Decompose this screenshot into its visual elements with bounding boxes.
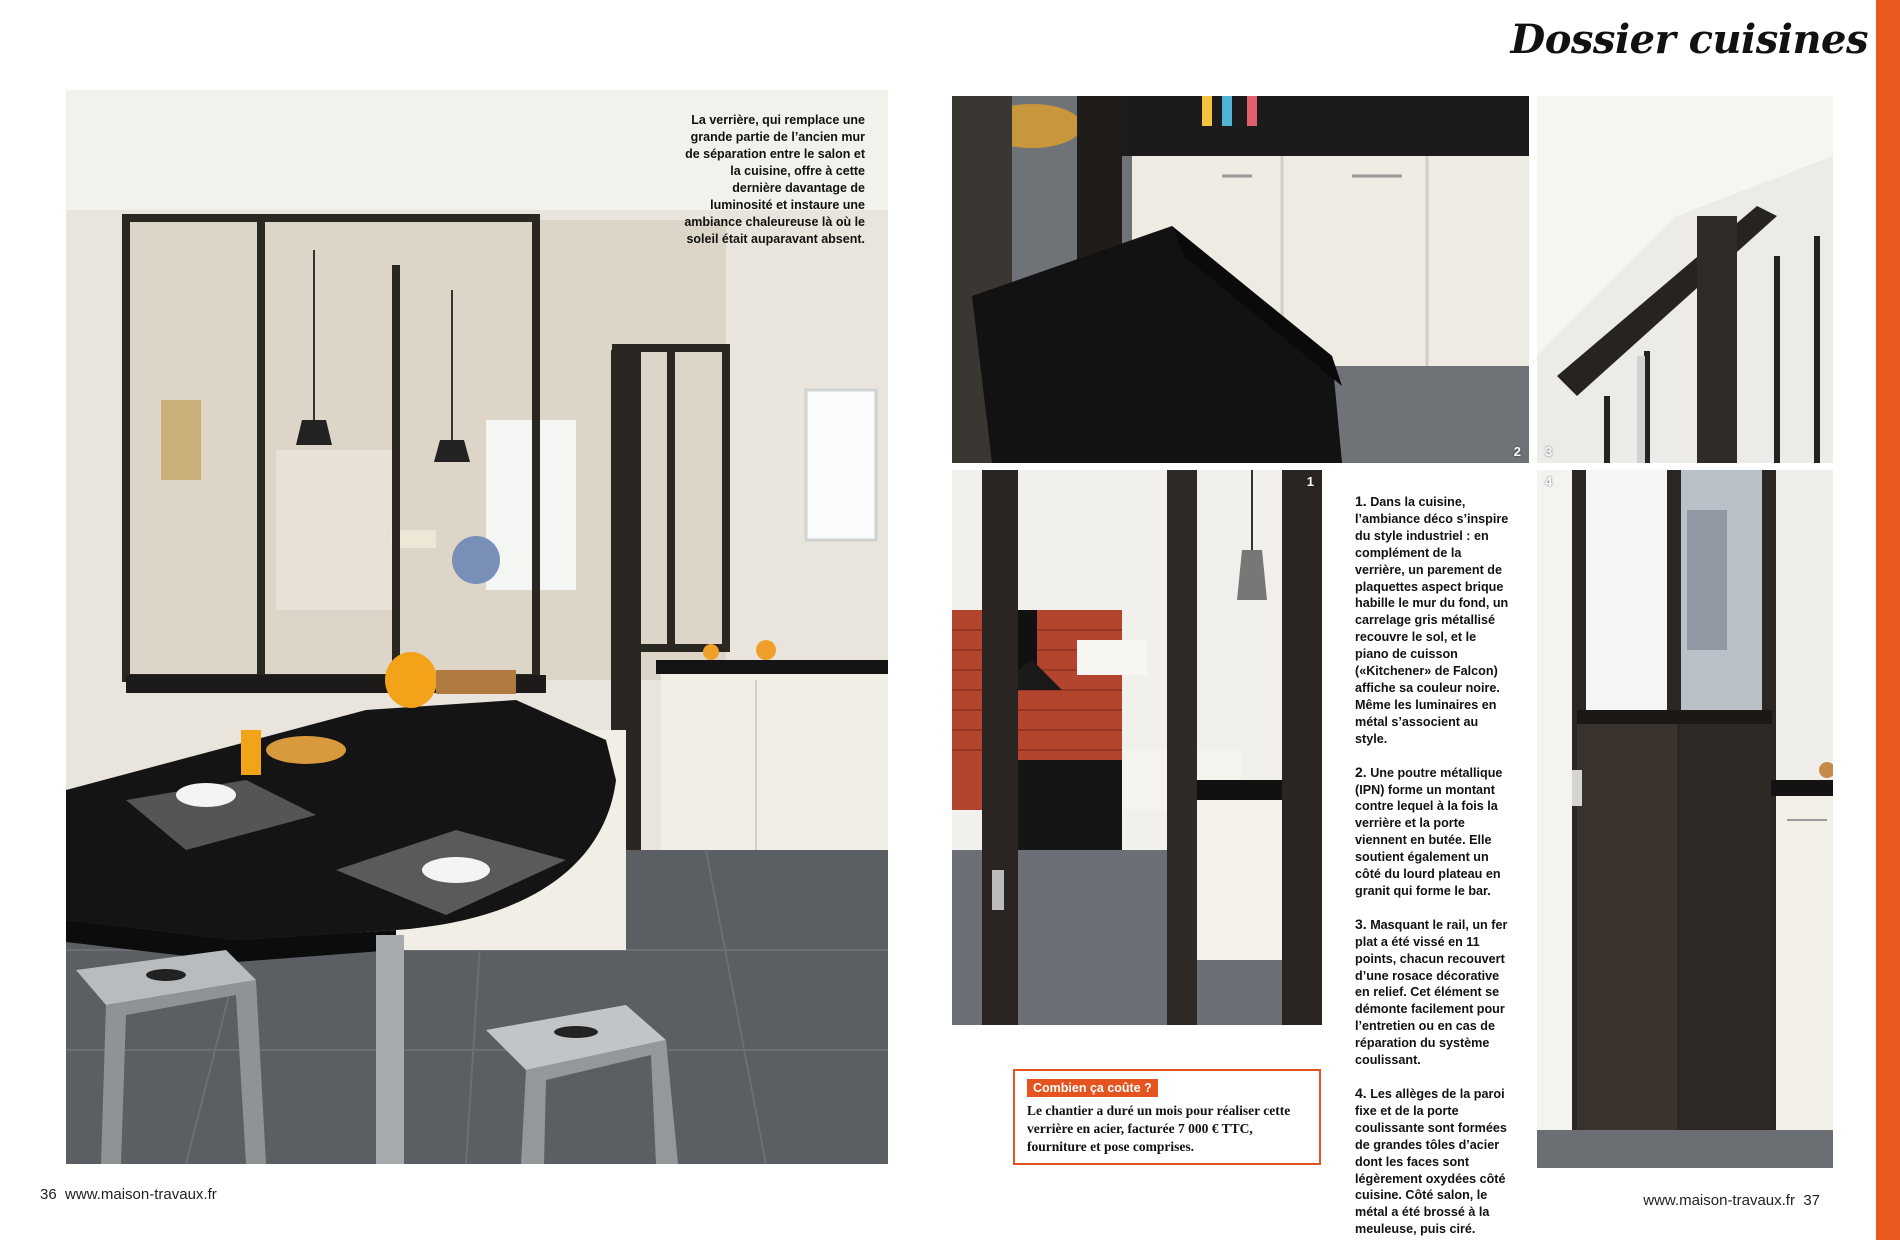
cost-box-title: Combien ça coûte ?	[1027, 1079, 1158, 1097]
caption-text: Une poutre métallique (IPN) forme un montant contre lequel à la fois la verrière et la porte viennent en butée. Elle soutient également un côté du lourd plateau en granit qui forme le bar.	[1355, 765, 1503, 898]
footer-left	[40, 1186, 217, 1203]
caption-text: Masquant le rail, un fer plat a été vissé en 11 points, chacun recouvert d’une rosace décorative en relief. Cet élément se démonte facilement pour l’entretien ou en cas de réparation du système coulissant.	[1355, 917, 1508, 1068]
caption-number: 1.	[1355, 493, 1367, 509]
caption-item	[1355, 764, 1510, 900]
photo-number: 4	[1545, 474, 1553, 489]
caption-item	[1355, 493, 1510, 748]
caption-number: 3.	[1355, 915, 1367, 932]
photo-2-granite-bar	[952, 96, 1529, 463]
page-number: 37	[1803, 1192, 1820, 1209]
section-title: Dossier cuisines	[1510, 16, 1868, 63]
footer-right	[1643, 1192, 1820, 1209]
photo-captions	[1355, 493, 1510, 1254]
caption-text: Dans la cuisine, l’ambiance déco s’inspire du style industriel : en complément de la verrière, un parement de plaquettes aspect brique habille le mur du fond, un carrelage gris métallisé recouvre le sol, et le piano de cuisson («Kitchener» de Falcon) affiche sa couleur noire. Même les luminaires en métal s’associent au style.	[1355, 495, 1509, 746]
photo-number: 1	[1306, 474, 1314, 489]
caption-item	[1355, 1085, 1510, 1238]
page-number: 36	[40, 1186, 57, 1203]
main-photo-caption: La verrière, qui remplace une grande partie de l’ancien mur de séparation entre le salon et la cuisine, offre à cette dernière davantage de luminosité et instaure une ambiance chaleureuse là où le soleil était auparavant absent.	[684, 113, 865, 246]
caption-item	[1355, 916, 1510, 1069]
orange-edge-bar	[1876, 0, 1900, 1240]
photo-3-rail-detail	[1537, 96, 1833, 463]
main-kitchen-photo	[66, 90, 888, 1164]
photo-1-kitchen-through-door	[952, 470, 1322, 1025]
photo-number: 2	[1513, 444, 1521, 459]
cost-box	[1013, 1069, 1321, 1165]
photo-4-steel-panels	[1537, 470, 1833, 1168]
caption-text: Les allèges de la paroi fixe et de la porte coulissante sont formées de grandes tôles d’acier dont les faces sont légèrement oxydées côté cuisine. Côté salon, le métal a été brossé à la meuleuse, puis ciré.	[1355, 1087, 1507, 1237]
caption-number: 4.	[1355, 1085, 1367, 1101]
footer-url[interactable]: www.maison-travaux.fr	[1643, 1192, 1795, 1209]
cost-box-text: Le chantier a duré un mois pour réaliser cette verrière en acier, facturée 7 000 € TTC, fourniture et pose comprises.	[1027, 1103, 1291, 1154]
footer-url[interactable]: www.maison-travaux.fr	[65, 1186, 217, 1203]
photo-number: 3	[1545, 444, 1553, 459]
caption-number: 2.	[1355, 763, 1367, 780]
